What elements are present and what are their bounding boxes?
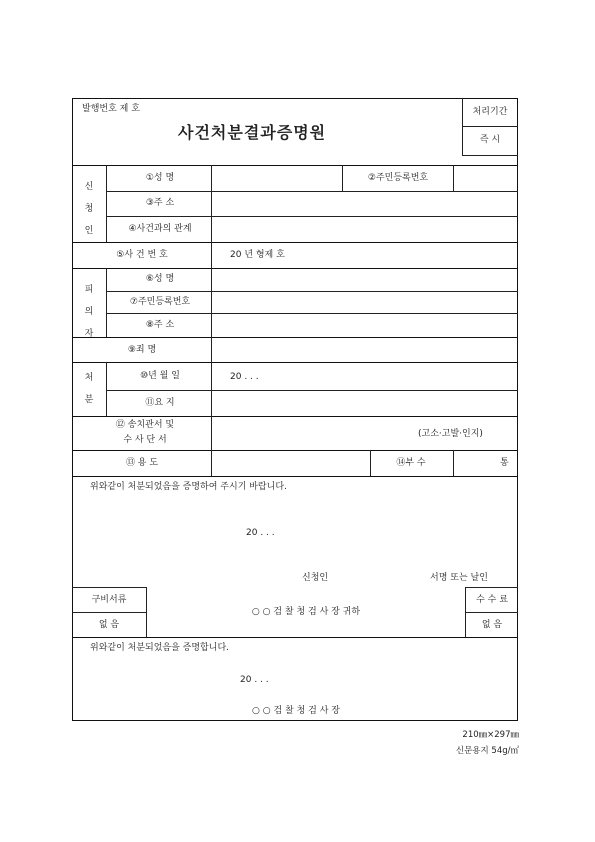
office-label-line1: ⑫ 송치관서 및 — [115, 420, 175, 430]
applicant-relation-label: ④사건과의 관계 — [128, 224, 192, 234]
applicant-group-label — [79, 176, 99, 242]
charge-bottom — [72, 362, 518, 363]
resident-label-left — [342, 165, 343, 191]
disposition-summary-label: ⑪요 지 — [145, 398, 175, 408]
disposition-group-label — [79, 367, 99, 411]
documents-box-top — [72, 587, 146, 588]
certification-issuer: ○ ○ 검 찰 청 검 사 장 — [252, 706, 340, 716]
suspect-row-line-1 — [106, 291, 518, 292]
fee-value: 없 음 — [481, 620, 503, 630]
applicant-row-line-2 — [106, 216, 518, 217]
label-value-divider — [211, 165, 212, 476]
suspect-group-char-2: 의 — [84, 307, 94, 317]
request-applicant-label: 신청인 — [302, 573, 329, 583]
suspect-group-char-3: 자 — [84, 329, 94, 339]
documents-label: 구비서류 — [91, 595, 127, 605]
fee-label: 수 수 료 — [476, 595, 508, 605]
processing-period-label: 처리기간 — [472, 107, 508, 117]
suspect-name-label: ⑥성 명 — [145, 274, 175, 284]
processing-box-bottom — [462, 155, 518, 156]
disposition-row-line — [106, 390, 518, 391]
disposition-date-label: ⑩년 월 일 — [140, 371, 180, 381]
disposition-group-char-1: 처 — [84, 373, 94, 383]
disposition-section-bottom — [72, 416, 518, 417]
suspect-row-line-2 — [106, 313, 518, 314]
disposition-group-divider — [106, 362, 107, 416]
issue-number: 발행번호 제 호 — [82, 104, 140, 114]
documents-box-right — [146, 587, 147, 637]
document-title: 사건처분결과증명원 — [178, 123, 327, 142]
applicant-row-line-1 — [106, 191, 518, 192]
signature-label: 서명 또는 날인 — [430, 573, 488, 583]
applicant-group-divider — [106, 165, 107, 242]
case-number-value: 20 년 형제 호 — [230, 250, 285, 260]
applicant-group-char-1: 신 — [84, 182, 94, 192]
documents-value: 없 음 — [98, 620, 120, 630]
suspect-group-label — [79, 279, 99, 345]
office-bottom — [72, 450, 518, 451]
copies-label: ⑭부 수 — [396, 458, 426, 468]
resident-label-right — [453, 165, 454, 191]
processing-box-line — [462, 126, 518, 127]
applicant-section-bottom — [72, 242, 518, 243]
copies-label-left — [370, 450, 371, 476]
documents-box-mid — [72, 612, 146, 613]
certification-date: 20 . . . — [240, 675, 269, 685]
case-number-label: ⑤사 건 번 호 — [116, 250, 168, 260]
paper-size: 210㎜×297㎜ — [462, 730, 519, 740]
paper-type: 신문용지 54g/㎡ — [455, 746, 519, 756]
header-divider — [72, 165, 518, 166]
suspect-group-char-1: 피 — [84, 285, 94, 295]
purpose-label: ⑬ 용 도 — [125, 458, 159, 468]
request-statement: 위와같이 처분되었음을 증명하여 주시기 바랍니다. — [90, 482, 287, 492]
certification-statement: 위와같이 처분되었음을 증명합니다. — [90, 643, 229, 653]
case-number-bottom — [72, 268, 518, 269]
charge-label: ⑨죄 명 — [127, 345, 157, 355]
suspect-address-label: ⑧주 소 — [145, 320, 175, 330]
office-label-line2: 수 사 단 서 — [123, 435, 167, 445]
applicant-name-label: ①성 명 — [145, 173, 175, 183]
suspect-resident-number-label: ⑦주민등록번호 — [129, 297, 191, 307]
usage-bottom — [72, 476, 518, 477]
copies-unit: 통 — [500, 458, 509, 468]
office-value: (고소·고발·인지) — [418, 429, 483, 439]
applicant-group-char-2: 청 — [84, 204, 94, 214]
fee-box-mid — [465, 612, 518, 613]
applicant-group-char-3: 인 — [84, 226, 94, 236]
applicant-address-label: ③주 소 — [145, 198, 175, 208]
copies-label-right — [453, 450, 454, 476]
fee-box-left — [465, 587, 466, 637]
disposition-group-char-2: 분 — [84, 395, 94, 405]
request-date: 20 . . . — [246, 528, 275, 538]
request-section-bottom — [72, 637, 518, 638]
suspect-group-divider — [106, 268, 107, 337]
fee-box-top — [465, 587, 518, 588]
disposition-date-value: 20 . . . — [230, 372, 259, 382]
applicant-resident-number-label: ②주민등록번호 — [367, 173, 429, 183]
processing-period-value: 즉 시 — [479, 135, 501, 145]
addressee: ○ ○ 검 찰 청 검 사 장 귀하 — [251, 607, 361, 617]
suspect-section-bottom — [72, 337, 518, 338]
